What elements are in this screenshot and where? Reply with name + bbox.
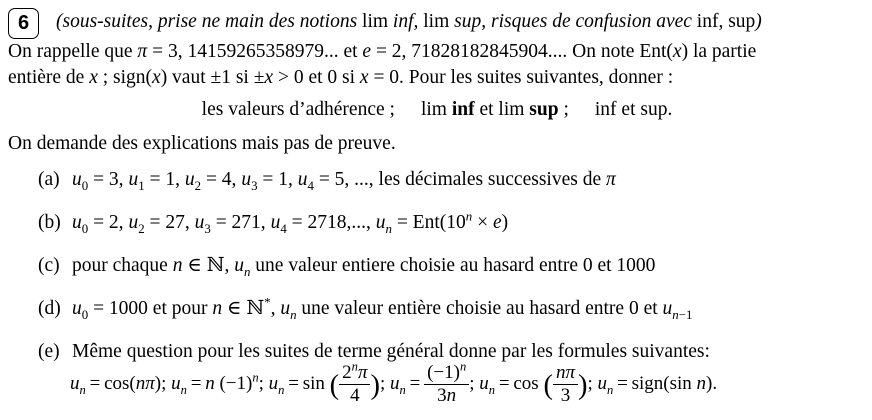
exercise-number-box: 6 xyxy=(8,8,39,39)
item-label: (c) xyxy=(38,255,60,276)
item-label: (e) xyxy=(38,341,60,362)
list-item-a xyxy=(8,167,866,193)
note-line: On demande des explications mais pas de preuve. xyxy=(8,133,396,154)
item-list xyxy=(8,167,866,407)
item-body: $u_0 = 3$, $u_1 = 1$, $u_2 = 4$, $u_3 = 1$, $u_4 = 5$, ..., les décimales successives de π xyxy=(72,169,616,193)
item-body: $u_0 = 1000$ et pour n ∈ ℕ*, $u_n$ une valeur entière choisie au hasard entre 0 et $u_{n-1}$ xyxy=(72,295,693,322)
tasks-line: les valeurs d’adhérence ; lim inf et lim sup ; inf et sup. xyxy=(201,99,673,120)
list-item-b xyxy=(8,210,866,236)
list-item-c xyxy=(8,253,866,279)
item-label: (b) xyxy=(38,212,61,233)
intro-line-1: On rappelle que π = 3, 14159265358979... et e = 2, 71828182845904.... On note Ent(x) la partie xyxy=(8,41,757,62)
list-item-d xyxy=(8,296,866,322)
item-body: $u_0 = 2$, $u_2 = 27$, $u_3 = 271$, $u_4 = 2718$,..., $u_n = Ent(10^n \times e)$ xyxy=(72,209,509,236)
exercise-header xyxy=(8,8,866,39)
item-body: pour chaque n ∈ ℕ, $u_n$ une valeur entiere choisie au hasard entre 0 et 1000 xyxy=(72,255,656,279)
item-label: (a) xyxy=(38,169,60,190)
intro-line-2: entière de x ; sign(x) vaut ±1 si ±x > 0 et 0 si x = 0. Pour les suites suivantes, donner : xyxy=(8,67,674,88)
exercise-title: (sous-suites, prise ne main des notions lim inf, lim sup, risques de confusion avec inf, sup) xyxy=(56,11,762,32)
item-label: (d) xyxy=(38,298,61,319)
item-e-formula-line: $u_n = \cos(n\pi)$; $u_n = n$ $(-1)^n$; $u_n = \sin$ ( $\frac{2^n\pi}{4}$ ); $u_n$ = $\frac{(-1)^n}{3n}$ ; $u_n = \cos$ ( $\frac{n\pi}{3}$ ); $u_n$ = sign(sin n). xyxy=(70,359,718,406)
item-body: Même question pour les suites de terme général donne par les formules suivantes: xyxy=(72,341,710,362)
